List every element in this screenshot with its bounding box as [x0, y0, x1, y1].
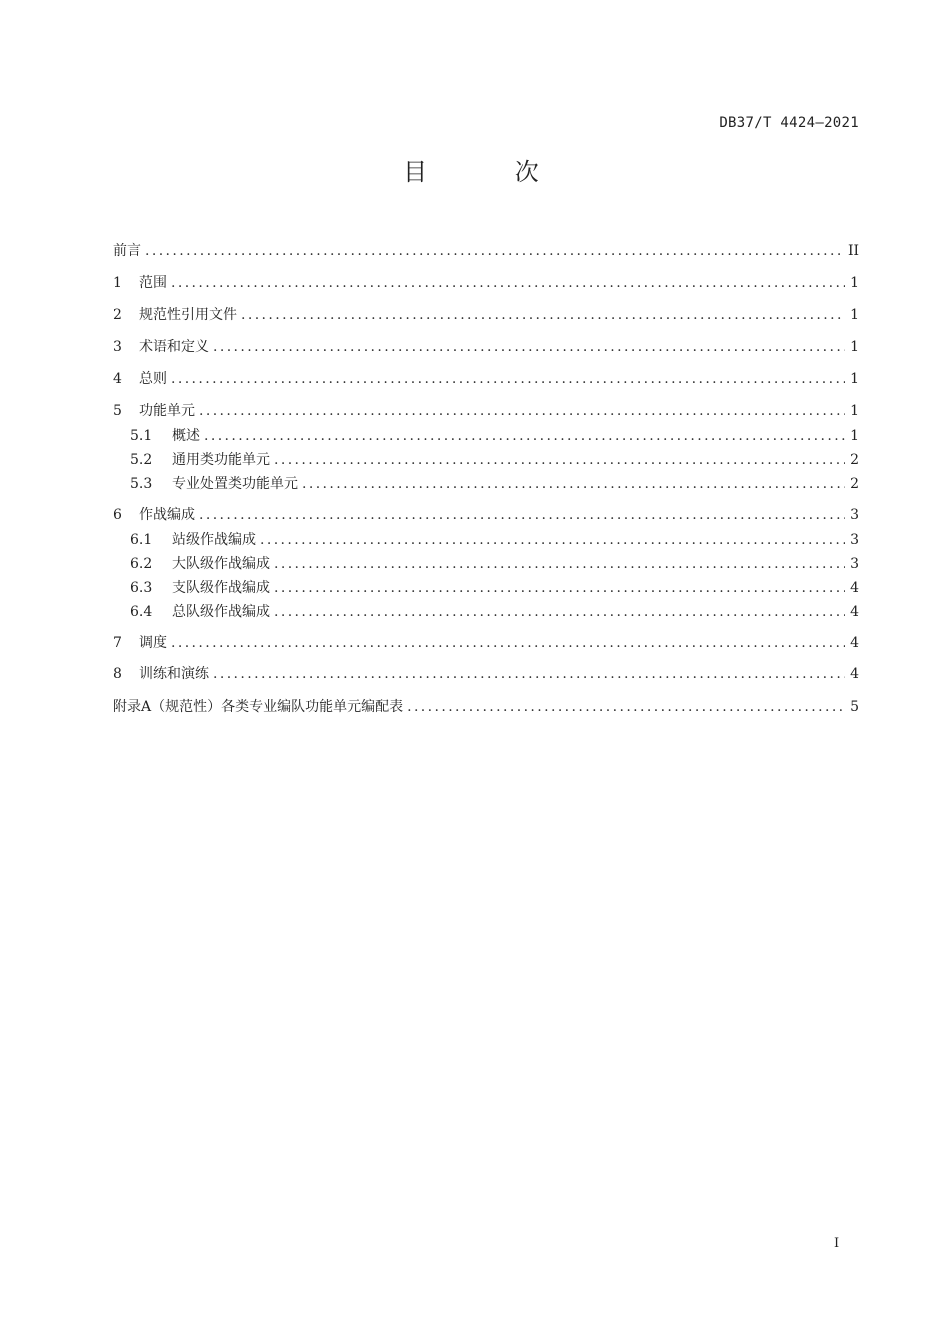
toc-leader-dots — [274, 602, 845, 622]
toc-entry-1[interactable] — [113, 273, 859, 293]
toc-entry-number: 6.2 — [130, 556, 153, 572]
page-number: I — [834, 1236, 840, 1251]
toc-entry-number: 5.2 — [130, 452, 153, 468]
toc-entry-number: 5 — [113, 403, 122, 419]
toc-entry-label: 专业处置类功能单元 — [172, 476, 298, 492]
toc-entry-2[interactable] — [113, 305, 859, 325]
toc-entry-page: 3 — [850, 507, 859, 523]
toc-entry-page: 4 — [850, 635, 859, 651]
toc-entry-number: 6.4 — [130, 604, 153, 620]
toc-entry-page: 4 — [850, 666, 859, 682]
toc-entry-page: 4 — [850, 604, 859, 620]
toc-entry-number: 2 — [113, 307, 122, 323]
toc-leader-dots — [274, 554, 845, 574]
toc-entry-5-3[interactable] — [113, 474, 859, 494]
toc-leader-dots — [407, 697, 845, 717]
toc-entry-6-3[interactable] — [113, 578, 859, 598]
toc-entry-number: 8 — [113, 666, 122, 682]
toc-entry-page: 1 — [850, 275, 859, 291]
toc-entry-label: 站级作战编成 — [172, 532, 256, 548]
document-code: DB37/T 4424—2021 — [719, 115, 859, 131]
toc-entry-label: 大队级作战编成 — [172, 556, 270, 572]
toc-leader-dots — [199, 401, 845, 421]
toc-entry-page: II — [847, 243, 859, 259]
toc-leader-dots — [241, 305, 845, 325]
toc-entry-5-2[interactable] — [113, 450, 859, 470]
toc-entry-number: 6 — [113, 507, 122, 523]
toc-entry-3[interactable] — [113, 337, 859, 357]
toc-entry-6[interactable] — [113, 505, 859, 525]
toc-leader-dots — [302, 474, 845, 494]
toc-entry-page: 2 — [850, 452, 859, 468]
toc-entry-label: 附录A（规范性）各类专业编队功能单元编配表 — [113, 699, 404, 715]
toc-entry-number: 7 — [113, 635, 122, 651]
toc-entry-page: 1 — [850, 339, 859, 355]
toc-leader-dots — [171, 273, 845, 293]
toc-leader-dots — [145, 241, 844, 261]
toc-entry-6-2[interactable] — [113, 554, 859, 574]
toc-entry-label: 总则 — [139, 371, 167, 387]
toc-entry-page: 1 — [850, 403, 859, 419]
toc-leader-dots — [204, 426, 845, 446]
toc-entry-label: 训练和演练 — [139, 666, 209, 682]
toc-entry-number: 5.3 — [130, 476, 153, 492]
toc-entry-number: 5.1 — [130, 428, 153, 444]
toc-entry-appendix-a[interactable] — [113, 697, 859, 717]
toc-entry-label: 范围 — [139, 275, 167, 291]
toc-leader-dots — [171, 369, 845, 389]
toc-entry-foreword[interactable] — [113, 241, 859, 261]
toc-entry-5[interactable] — [113, 401, 859, 421]
toc-entry-label: 支队级作战编成 — [172, 580, 270, 596]
toc-entry-number: 3 — [113, 339, 122, 355]
toc-leader-dots — [199, 505, 845, 525]
toc-entry-page: 1 — [850, 371, 859, 387]
toc-entry-label: 调度 — [139, 635, 167, 651]
toc-leader-dots — [274, 578, 845, 598]
toc-entry-6-1[interactable] — [113, 530, 859, 550]
toc-entry-6-4[interactable] — [113, 602, 859, 622]
toc-entry-page: 4 — [850, 580, 859, 596]
toc-entry-number: 1 — [113, 275, 122, 291]
toc-entry-label: 前言 — [113, 243, 141, 259]
toc-entry-7[interactable] — [113, 633, 859, 653]
toc-entry-page: 1 — [850, 428, 859, 444]
toc-entry-label: 总队级作战编成 — [172, 604, 270, 620]
toc-entry-page: 3 — [850, 532, 859, 548]
toc-entry-label: 概述 — [172, 428, 200, 444]
toc-leader-dots — [213, 664, 845, 684]
toc-entry-label: 通用类功能单元 — [172, 452, 270, 468]
toc-entry-label: 规范性引用文件 — [139, 307, 237, 323]
toc-entry-label: 术语和定义 — [139, 339, 209, 355]
toc-entry-label: 功能单元 — [139, 403, 195, 419]
toc-entry-page: 5 — [850, 699, 859, 715]
toc-entry-number: 6.1 — [130, 532, 153, 548]
toc-entry-number: 4 — [113, 371, 122, 387]
toc-title: 目 次 — [403, 158, 579, 186]
toc-entry-page: 2 — [850, 476, 859, 492]
toc-entry-page: 3 — [850, 556, 859, 572]
toc-leader-dots — [171, 633, 845, 653]
toc-leader-dots — [274, 450, 845, 470]
toc-leader-dots — [260, 530, 845, 550]
toc-leader-dots — [213, 337, 845, 357]
toc-entry-number: 6.3 — [130, 580, 153, 596]
toc-entry-8[interactable] — [113, 664, 859, 684]
toc-entry-page: 1 — [850, 307, 859, 323]
toc-entry-5-1[interactable] — [113, 426, 859, 446]
toc-entry-label: 作战编成 — [139, 507, 195, 523]
toc-entry-4[interactable] — [113, 369, 859, 389]
